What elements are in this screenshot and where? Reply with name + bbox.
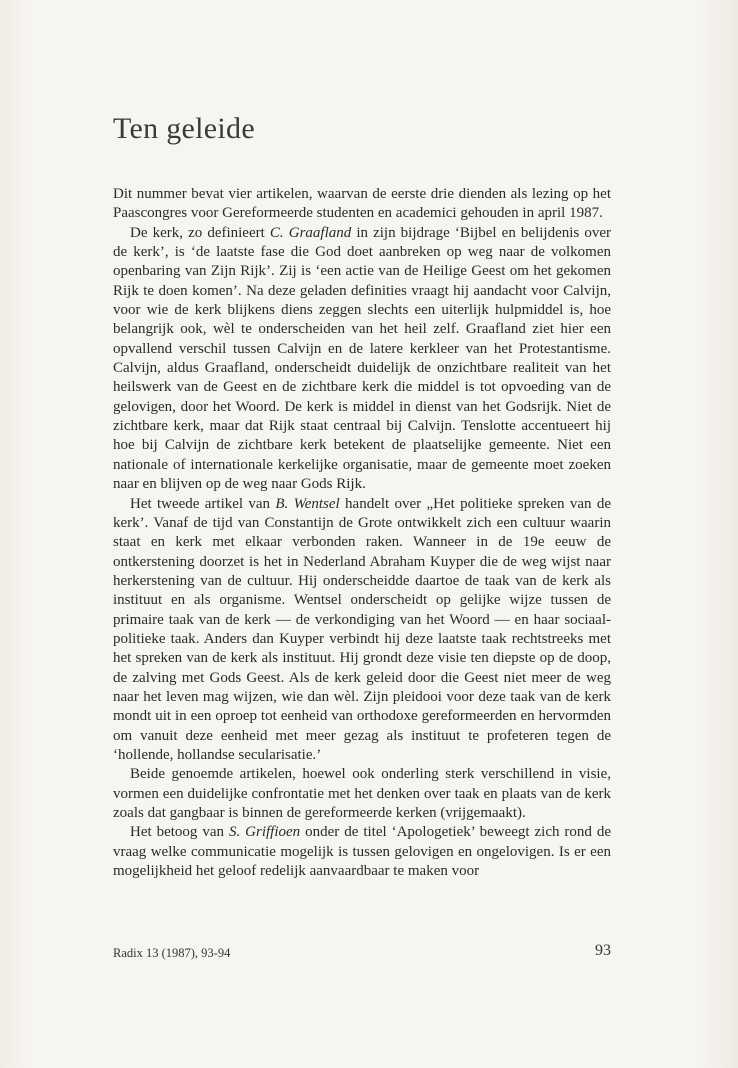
author-name: B. Wentsel [275,495,340,512]
body-paragraph [113,765,611,823]
paragraph-text: handelt over „Het politieke spreken van de kerk’. Vanaf de tijd van Constantijn de Grote ontwikkelt zich een cultuur waarin staat en kerk met elkaar verbonden raken. Wanneer in de 19e eeuw de ontkerstening doorzet is het in Nederland Abraham Kuyper die de weg wijst naar herkerstening van de cultuur. Hij onderscheidde daartoe de taak van de kerk als instituut en als organisme. Wentsel onderscheidt op gelijke wijze tussen de primaire taak van de kerk — de verkondiging van het Woord — en haar sociaal-politieke taak. Anders dan Kuyper verbindt hij deze laatste taak rechtstreeks met het spreken van de kerk als instituut. Hij grondt deze visie ten diepste op de doop, de zalving met Gods Geest. Als de kerk geleid door die Geest niet meer de weg naar het leven mag wijzen, wie dan wèl. Zijn pleidooi voor deze taak van de kerk mondt uit in een oproep tot eenheid van orthodoxe gereformeerden en hervormden om vanuit deze eenheid met meer gezag als instituut te profeteren tegen de ‘hollende, hollandse secularisatie.’ [113,495,611,763]
page-footer [113,942,611,964]
paragraph-text: De kerk, zo definieert [130,224,270,241]
body-paragraph [113,495,611,766]
page-title: Ten geleide [113,112,255,145]
author-name: C. Graafland [269,224,352,241]
paragraph-text: Het tweede artikel van [130,495,276,512]
body-paragraph [113,185,611,224]
body-paragraph [113,823,611,881]
paragraph-text: Dit nummer bevat vier artikelen, waarvan de eerste drie dienden als lezing op het Paascongres voor Gereformeerde studenten en academici gehouden in april 1987. [113,186,611,222]
body-paragraph [113,224,611,495]
page-number: 93 [595,942,611,959]
paragraph-text: Beide genoemde artikelen, hoewel ook onderling sterk verschillend in visie, vormen een duidelijke confrontatie met het denken over taak en plaats van de kerk zoals dat gangbaar is binnen de gereformeerde kerken (vrijgemaakt). [113,766,611,821]
paragraph-text: onder de titel ‘Apologetiek’ beweegt zich rond de vraag welke communicatie mogelijk is tussen gelovigen en ongelovigen. Is er een mogelijkheid het geloof redelijk aanvaardbaar te maken voor [113,824,612,880]
paragraph-text: in zijn bijdrage ‘Bijbel en belijdenis over de kerk’, is ‘de laatste fase die God doet aanbreken op weg naar de volkomen openbaring van Zijn Rijk’. Zij is ‘een actie van de Heilige Geest om het gekomen Rijk te doen komen’. Na deze geladen definities vraagt hij aandacht voor Calvijn, voor wie de kerk blijkens diens zeggen slechts een uiterlijk hulpmiddel is, hoe belangrijk ook, wèl te onderscheiden van het heil zelf. Graafland ziet hier een opvallend verschil tussen Calvijn en de latere kerkleer van het Protestantisme. Calvijn, aldus Graafland, onderscheidt duidelijk de onzichtbare realiteit van het heilswerk van de Geest en de zichtbare kerk die middel is tot opvoeding van de gelovigen, door het Woord. De kerk is middel in dienst van het Godsrijk. Niet de zichtbare kerk, maar dat Rijk staat centraal bij Calvijn. Tenslotte accentueert hij hoe bij Calvijn de zichtbare kerk betekent de plaatselijke gemeente. Niet een nationale of internationale kerkelijke organisatie, maar de gemeente moet zoeken naar en blijven op de weg naar Gods Rijk. [113,224,611,493]
paragraph-text: Het betoog van [130,824,229,841]
journal-citation: Radix 13 (1987), 93-94 [113,946,231,960]
article-body [113,185,611,881]
author-name: S. Griffioen [228,824,301,841]
